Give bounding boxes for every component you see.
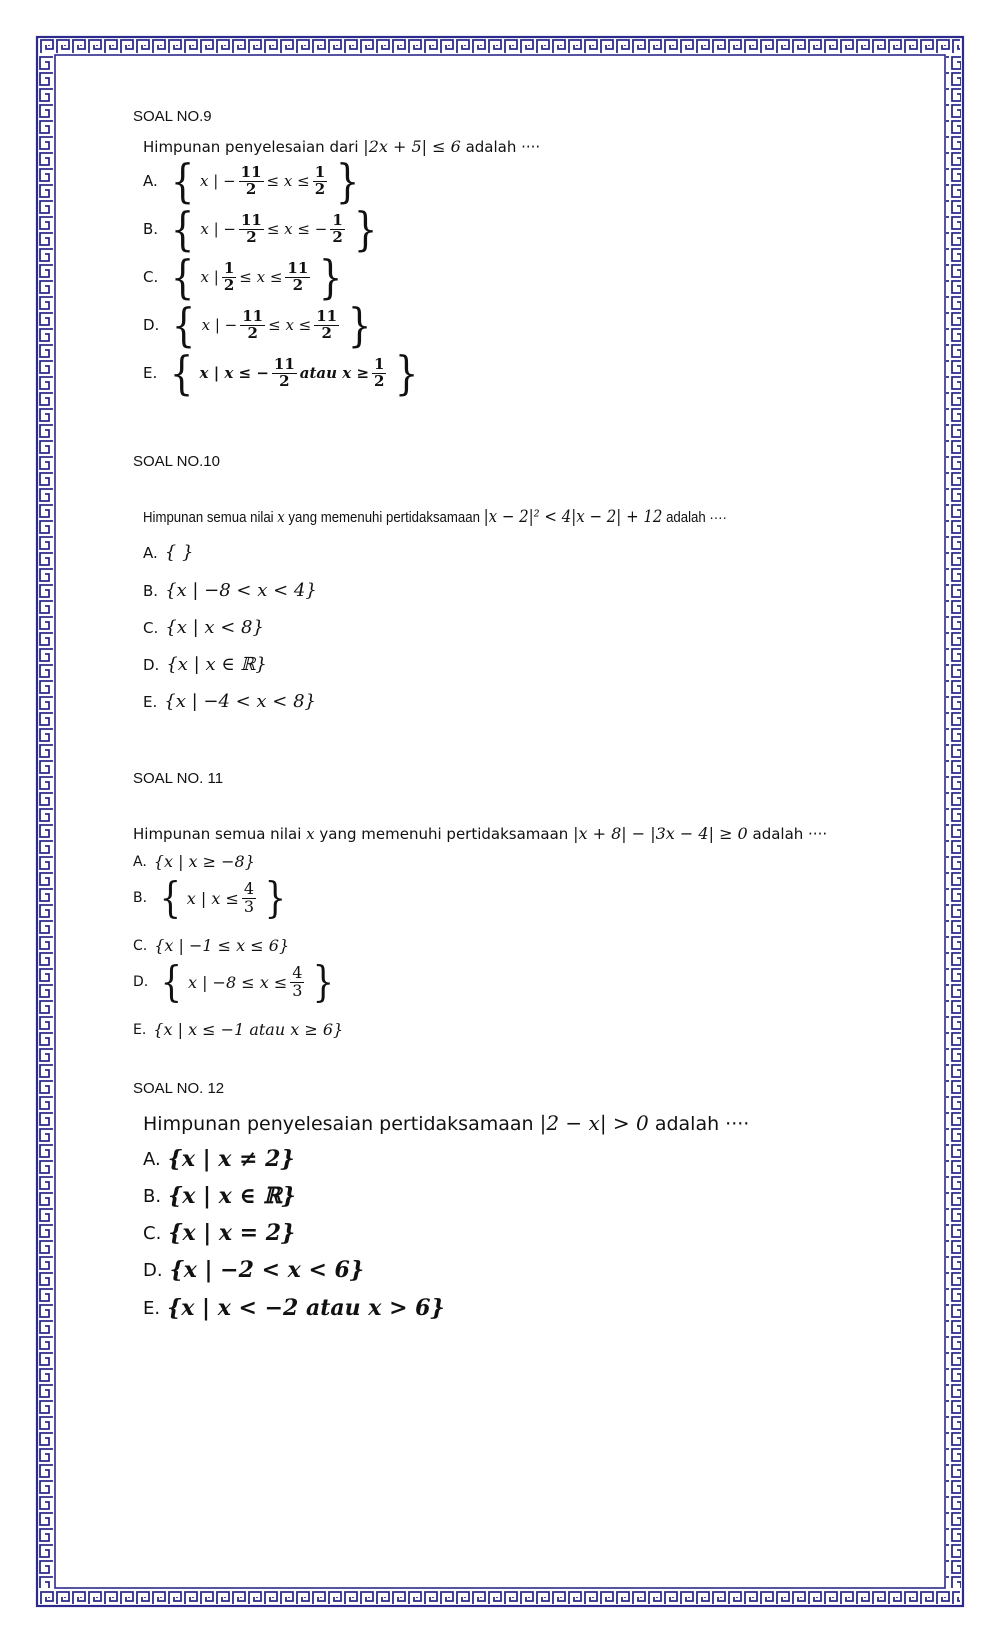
question-9-option-b[interactable]	[143, 202, 383, 256]
stem-text: yang memenuhi pertidaksamaan	[319, 825, 569, 843]
question-9-title: SOAL NO.9	[133, 108, 212, 125]
stem-variable: x	[306, 825, 315, 843]
stem-variable: x	[277, 508, 285, 526]
stem-text: Himpunan penyelesaian dari	[143, 138, 359, 156]
question-10-option-b[interactable]	[143, 580, 317, 601]
left-brace: {	[170, 346, 194, 400]
option-expr: ≤ x ≤	[268, 316, 312, 334]
left-brace: {	[170, 202, 195, 256]
numerator: 1	[332, 210, 343, 229]
question-10-option-c[interactable]	[143, 617, 264, 638]
option-letter: B.	[133, 890, 148, 906]
right-brace: }	[319, 250, 343, 304]
option-expr: x | x ≤	[186, 888, 239, 908]
question-10-option-e[interactable]	[143, 691, 316, 712]
question-10-stem	[143, 507, 727, 527]
option-expr: {x | −8 < x < 4}	[165, 580, 317, 601]
stem-suffix: adalah ····	[465, 138, 541, 156]
question-12-option-d[interactable]	[143, 1257, 364, 1283]
option-letter: E.	[143, 692, 158, 711]
option-expr: {x | x ∈ ℝ}	[166, 654, 267, 675]
numerator: 11	[240, 210, 262, 229]
denominator: 2	[223, 275, 235, 294]
option-expr: { }	[164, 542, 194, 563]
option-letter: B.	[143, 220, 159, 238]
option-expr: x | −	[201, 316, 238, 334]
option-letter: C.	[133, 937, 148, 954]
option-expr: x |	[200, 268, 219, 286]
option-letter: C.	[143, 1222, 162, 1244]
question-11-stem	[133, 824, 827, 843]
option-letter: C.	[143, 268, 159, 286]
question-11-title: SOAL NO. 11	[133, 770, 224, 787]
denominator: 2	[292, 275, 304, 294]
question-9-option-a[interactable]	[143, 154, 365, 208]
stem-text: yang memenuhi pertidaksamaan	[288, 509, 480, 526]
denominator: 2	[374, 371, 385, 390]
option-expr: {x | x < −2 atau x > 6}	[167, 1295, 445, 1321]
question-9-option-d[interactable]	[143, 298, 377, 352]
stem-math: |2x + 5| ≤ 6	[363, 137, 461, 156]
numerator: 11	[287, 258, 309, 277]
question-11-option-c[interactable]	[133, 936, 289, 955]
stem-text: Himpunan penyelesaian pertidaksamaan	[143, 1113, 534, 1135]
stem-suffix: adalah ····	[654, 1113, 750, 1135]
option-letter: E.	[143, 1297, 161, 1319]
option-expr: x | −	[200, 172, 236, 190]
option-letter: A.	[143, 543, 158, 562]
left-brace: {	[159, 873, 182, 922]
stem-suffix: adalah ····	[666, 509, 727, 526]
right-brace: }	[353, 202, 378, 256]
denominator: 2	[332, 227, 343, 246]
denominator: 2	[246, 227, 257, 246]
question-12-stem	[143, 1111, 749, 1135]
denominator: 2	[314, 179, 326, 198]
option-expr: ≤ x ≤	[266, 172, 310, 190]
question-12-option-e[interactable]	[143, 1295, 445, 1321]
left-brace: {	[160, 957, 183, 1006]
option-letter: B.	[143, 581, 159, 600]
numerator: 11	[240, 162, 262, 181]
denominator: 2	[247, 323, 258, 342]
question-12-option-a[interactable]	[143, 1146, 295, 1172]
question-10-option-d[interactable]	[143, 654, 267, 675]
option-letter: D.	[133, 974, 149, 990]
stem-math: |2 − x| > 0	[539, 1111, 649, 1135]
question-10-title: SOAL NO.10	[133, 453, 220, 470]
option-expr: {x | −2 < x < 6}	[169, 1257, 364, 1283]
option-letter: D.	[143, 316, 160, 334]
numerator: 11	[242, 306, 264, 325]
option-expr: atau x ≥	[299, 364, 370, 382]
stem-suffix: adalah ····	[752, 825, 828, 843]
denominator: 3	[243, 896, 255, 916]
numerator: 11	[273, 354, 295, 373]
question-11-option-b[interactable]	[133, 873, 292, 922]
option-expr: {x | −1 ≤ x ≤ 6}	[154, 936, 290, 955]
option-expr: {x | x ∈ ℝ}	[168, 1183, 296, 1209]
stem-math: |x + 8| − |3x − 4| ≥ 0	[573, 824, 748, 843]
question-9-option-c[interactable]	[143, 250, 349, 304]
denominator: 3	[292, 980, 303, 1000]
question-11-option-e[interactable]	[133, 1020, 343, 1039]
option-expr: x | x ≤ −	[199, 364, 269, 382]
denominator: 2	[245, 179, 257, 198]
numerator: 1	[374, 354, 385, 373]
option-expr: {x | x < 8}	[165, 617, 264, 638]
option-letter: C.	[143, 618, 159, 637]
numerator: 4	[243, 878, 255, 898]
option-expr: {x | x ≥ −8}	[153, 852, 255, 871]
option-letter: A.	[143, 1148, 161, 1170]
option-expr: {x | x ≤ −1 atau x ≥ 6}	[153, 1020, 344, 1039]
stem-math: |x − 2|² < 4|x − 2| + 12	[483, 507, 663, 527]
option-letter: A.	[143, 172, 158, 190]
question-12-option-b[interactable]	[143, 1183, 296, 1209]
question-9-option-e[interactable]	[143, 346, 425, 400]
right-brace: }	[336, 154, 360, 208]
question-10-option-a[interactable]	[143, 542, 193, 563]
option-expr: {x | −4 < x < 8}	[164, 691, 317, 712]
stem-text: Himpunan semua nilai	[133, 825, 302, 843]
right-brace: }	[348, 298, 372, 352]
option-expr: {x | x = 2}	[168, 1220, 296, 1246]
left-brace: {	[171, 250, 195, 304]
option-letter: B.	[143, 1185, 162, 1207]
numerator: 1	[223, 258, 235, 277]
right-brace: }	[313, 957, 335, 1006]
option-letter: A.	[133, 853, 147, 870]
option-letter: D.	[143, 655, 160, 674]
question-11-option-a[interactable]	[133, 852, 255, 871]
question-12-option-c[interactable]	[143, 1220, 295, 1246]
right-brace: }	[264, 873, 287, 922]
option-expr: ≤ x ≤ −	[266, 220, 328, 238]
question-11-option-d[interactable]	[133, 957, 340, 1006]
numerator: 1	[314, 162, 326, 181]
right-brace: }	[395, 346, 419, 400]
left-brace: {	[172, 298, 196, 352]
stem-text: Himpunan semua nilai	[143, 509, 274, 526]
option-expr: {x | x ≠ 2}	[167, 1146, 295, 1172]
option-expr: x | −8 ≤ x ≤	[187, 972, 288, 992]
left-brace: {	[170, 154, 195, 208]
option-letter: E.	[133, 1021, 147, 1038]
question-12-title: SOAL NO. 12	[133, 1080, 225, 1097]
denominator: 2	[279, 371, 290, 390]
denominator: 2	[321, 323, 332, 342]
numerator: 11	[316, 306, 338, 325]
option-letter: E.	[143, 364, 158, 382]
numerator: 4	[292, 962, 303, 982]
option-expr: ≤ x ≤	[239, 268, 283, 286]
option-letter: D.	[143, 1259, 163, 1281]
option-expr: x | −	[200, 220, 236, 238]
